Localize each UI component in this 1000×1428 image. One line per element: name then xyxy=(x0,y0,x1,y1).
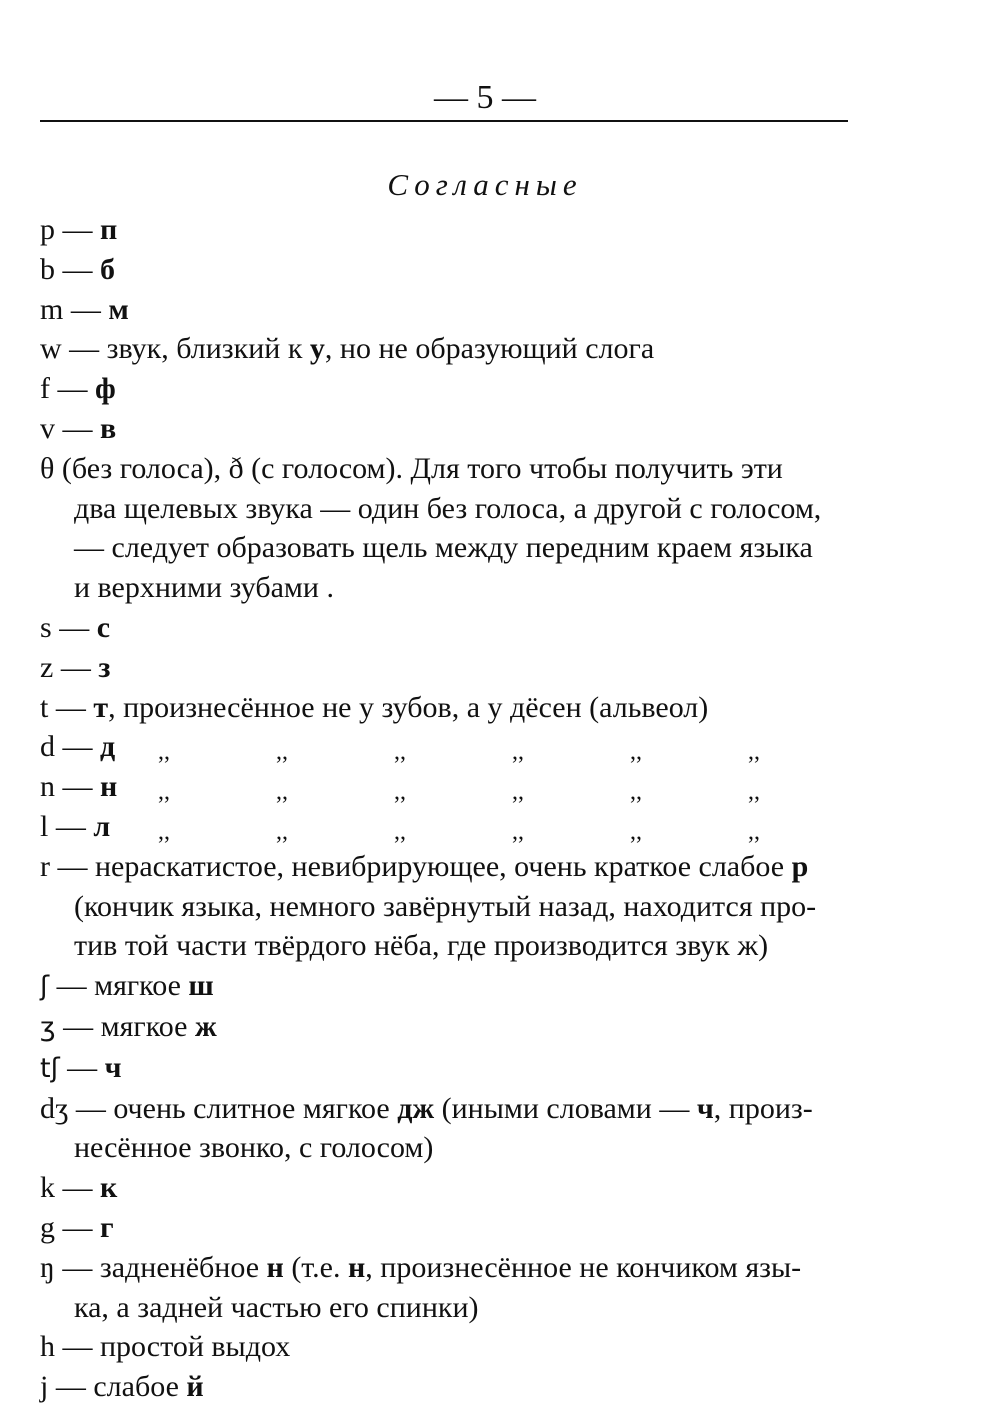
ditto-mark: ,, xyxy=(394,818,406,845)
ditto-mark: ,, xyxy=(630,779,642,806)
entry-s: s — с xyxy=(40,610,111,644)
ditto-mark: ,, xyxy=(512,779,524,806)
entry-r-line-2: (кончик языка, немного завёрнутый назад, находится про- xyxy=(74,889,817,923)
entry-tsh: tʃ — ч xyxy=(40,1050,122,1084)
entry-f: f — ф xyxy=(40,372,116,406)
page-number: — 5 — xyxy=(434,79,536,116)
header-rule xyxy=(40,120,848,122)
consonant-list xyxy=(40,210,940,1407)
entry-eng-line-2: ка, а задней частью его спинки) xyxy=(74,1290,479,1324)
entry-dzh-line-2: несённое звонко, с голосом) xyxy=(74,1131,434,1165)
ditto-mark: ,, xyxy=(276,739,288,766)
entry-k: k — к xyxy=(40,1171,118,1205)
ditto-mark: ,, xyxy=(748,818,760,845)
entry-dzh-line-1: dʒ — очень слитное мягкое дж (иными словами — ч, произ- xyxy=(40,1091,813,1125)
entry-theta-line-1: θ (без голоса), ð (с голосом). Для того чтобы получить эти xyxy=(40,451,783,485)
entry-d: d — д ,, ,, ,, ,, ,, ,, xyxy=(40,727,940,767)
entry-b: b — б xyxy=(40,252,115,286)
entry-theta-line-2: два щелевых звука — один без голоса, а другой с голосом, xyxy=(74,491,822,525)
ditto-mark: ,, xyxy=(748,739,760,766)
entry-h: h — простой выдох xyxy=(40,1330,291,1364)
entry-r-line-3: тив той части твёрдого нёба, где производится звук ж) xyxy=(74,929,769,963)
ditto-mark: ,, xyxy=(276,779,288,806)
entry-w: w — звук, близкий к у, но не образующий слога xyxy=(40,332,655,366)
entry-j: j — слабое й xyxy=(40,1370,204,1404)
entry-ezh: ʒ — мягкое ж xyxy=(40,1009,217,1043)
ditto-mark: ,, xyxy=(158,779,170,806)
ditto-mark: ,, xyxy=(276,818,288,845)
entry-v: v — в xyxy=(40,411,117,445)
ditto-mark: ,, xyxy=(512,818,524,845)
ditto-mark: ,, xyxy=(158,739,170,766)
section-title: Согласные xyxy=(387,167,583,202)
entry-theta-line-3: — следует образовать щель между передним краем языка xyxy=(74,531,813,565)
ditto-mark: ,, xyxy=(394,739,406,766)
entry-t: t — т, произнесённое не у зубов, а у дёсен (альвеол) xyxy=(40,690,709,724)
entry-p: p — п xyxy=(40,213,118,246)
entry-l: l — л ,, ,, ,, ,, ,, ,, xyxy=(40,807,940,847)
ditto-mark: ,, xyxy=(512,739,524,766)
entry-esh: ʃ — мягкое ш xyxy=(40,969,214,1003)
ditto-mark: ,, xyxy=(630,818,642,845)
ditto-mark: ,, xyxy=(158,818,170,845)
entry-z: z — з xyxy=(40,650,111,684)
entry-g: g — г xyxy=(40,1210,114,1244)
entry-m: m — м xyxy=(40,292,129,326)
entry-r-line-1: r — нераскатистое, невибрирующее, очень краткое слабое р xyxy=(40,849,809,883)
entry-theta-line-4: и верхними зубами . xyxy=(74,571,334,605)
ditto-mark: ,, xyxy=(748,779,760,806)
ditto-mark: ,, xyxy=(394,779,406,806)
entry-n: n — н ,, ,, ,, ,, ,, ,, xyxy=(40,767,940,807)
entry-eng-line-1: ŋ — задненёбное н (т.е. н, произнесённое не кончиком язы- xyxy=(40,1250,802,1284)
ditto-mark: ,, xyxy=(630,739,642,766)
